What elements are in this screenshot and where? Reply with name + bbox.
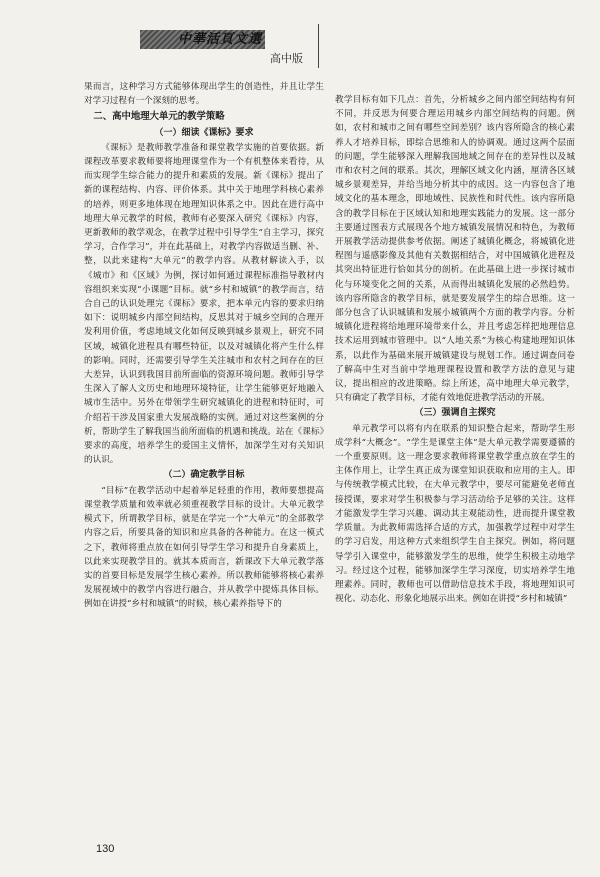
subsection-heading-3: （三）强调自主探究 (414, 408, 496, 419)
paragraph-continued: 果而言，这种学习方式能够体现出学生的创造性，并且让学生对学习过程有一个深刻的思考。 (84, 82, 324, 107)
subsection-heading-1: （一）细读《课标》要求 (154, 127, 254, 138)
header-divider (318, 24, 319, 68)
journal-edition: 高中版 (270, 52, 303, 65)
paragraph-inquiry: 单元教学可以将有内在联系的知识整合起来，帮助学生形成学科“大概念”。“学生是课堂主体”是大单元教学需要遵循的一个重要原则。这一理念要求教师将课堂教学重点放在学生的主体作用上，让学生真正成为课堂知识获取和应用的主人。即与传统教学模式比较，在大单元教学中，要尽可能避免老师直接授课，要求对学生积极参与学习活动给予足够的关注。这样才能激发学生学习兴趣、调动其主观能动性，进而提升课堂教学质量。为此教师需选择合适的方式，加强教学过程中对学生的学习启发，用这种方式来组织学生自主探究。例如，将问题导学引入课堂中，能够激发学生的思维，使学生积极主动地学习。经过这个过程，能够加深学生学习深度，切实培养学生地理素养。同时，教师也可以借助信息技术手段，将地理知识可视化、动态化、形象化地展示出来。例如在讲授“乡村和城镇” (335, 423, 575, 605)
paragraph-objectives: “目标”在教学活动中起着举足轻重的作用，教师要想提高课堂教学质量和效率就必须重视教学目标的设计。大单元教学模式下，所谓教学目标，就是在学完一个“大单元”的全部教学内容之后，所要具备的知识和应具备的各种能力。在这一模式之下，教师将重点放在如何引导学生学习和提升自身素质上，以此来实现教学目的。就其本质而言，新课改下大单元教学落实的首要目标是发展学生核心素养。所以教师能够将核心素养发展视域中的教学内容进行融合，并从教学中提炼具体目标。例如在讲授“乡村和城镇”的时候，核心素养指导下的 (84, 485, 324, 610)
subsection-heading-2: （二）确定教学目标 (163, 470, 245, 481)
journal-brand-logo: 中華活頁文選 (178, 32, 263, 47)
page-number: 130 (96, 843, 115, 855)
left-column (84, 80, 324, 612)
paragraph-objectives-continued: 教学目标有如下几点：首先，分析城乡之间内部空间结构有何不同，并反思为何要合理运用城乡内部空间结构的问题。例如，农村和城市之间有哪些空间差别？该内容所隐含的核心素养人才培养目标，即综合思维和人的协调观。通过这两个层面的问题，学生能够深入理解我国地域之间存在的差异性以及城市和农村之间的联系。其次，理解区域文化内涵，厘清各区域城乡景观差异，并给当地分析其中的成因。这一内容包含了地域文化的基本理念，即地域性、民族性和时代性。该内容所隐含的教学目标在于区域认知和地理实践能力的发展。这一部分主要通过图表方式展现各个地方城镇发展情况和特色，为教师开展教学活动提供参考依据。阐述了城镇化概念，将城镇化进程图与遥感影像及其他有关数据相结合，对中国城镇化进程及其突出特征进行恰如其分的剖析。在此基础上进一步探讨城市化与环境变化之间的关系，从而得出城镇化发展的必然趋势。该内容所隐含的教学目标，就是要发展学生的综合思维。这一部分包含了认识城镇和发展小城镇两个方面的教学内容。分析城镇化进程将给地理环境带来什么，并且考虑怎样把地理信息技术运用到城市管理中。以“人地关系”为核心构建地理知识体系，以此作为基础来展开城镇建设与规划工作。通过调查问卷了解高中生对当前中学地理课程设置和教学方法的意见与建议，提出相应的改进策略。综上所述，高中地理大单元教学，只有确定了教学目标，才能有效地促进教学活动的开展。 (335, 95, 575, 404)
section-heading: 二、高中地理大单元的教学策略 (93, 111, 225, 123)
right-column (335, 93, 575, 606)
paragraph-curriculum: 《课标》是教师教学准备和课堂教学实施的首要依据。新课程改革要求教师要将地理课堂作为一个有机整体来看待，从而实现学生综合能力的提升和素质的发展。新《课标》提出了新的课程结构、内容、评价体系。其中关于地理学科核心素养的培养，则更多地体现在地理知识体系之中。因此在进行高中地理大单元教学的时候，教师有必要深入研究《课标》内容，更新教师的教学观念，在教学过程中引导学生“自主学习，探究学习，合作学习”，并在此基础上，对教学内容做适当删、补、整，以此来建构“大单元”的教学内容。从教材解读入手，以《城市》和《区域》为例，探讨如何通过课程标准指导教材内容组织来实现“小课题”目标。就“乡村和城镇”的教学而言，结合自己的认识处理完《课标》要求，把本单元内容的要求归纳如下：说明城乡内部空间结构，反思其对于城乡空间的合理开发利用价值，考虑地域文化如何反映到城乡景观上，研究不同区域，城镇化进程具有哪些特征，以及对城镇化将产生什么样的影响。同时，还需要引导学生关注城市和农村之间存在的巨大差异，认识到我国目前所面临的资源环境问题。教师引导学生深入了解人文历史和地理环境特征，让学生能够更好地融入城市生活中。另外在带领学生研究城镇化的进程和特征时，可介绍若干涉及国家重大发展战略的实例。通过对这些案例的分析，帮助学生了解我国当前所面临的机遇和挑战。站在《课标》要求的高度，培养学生的爱国主义情怀，加深学生对有关知识的认识。 (84, 142, 324, 466)
